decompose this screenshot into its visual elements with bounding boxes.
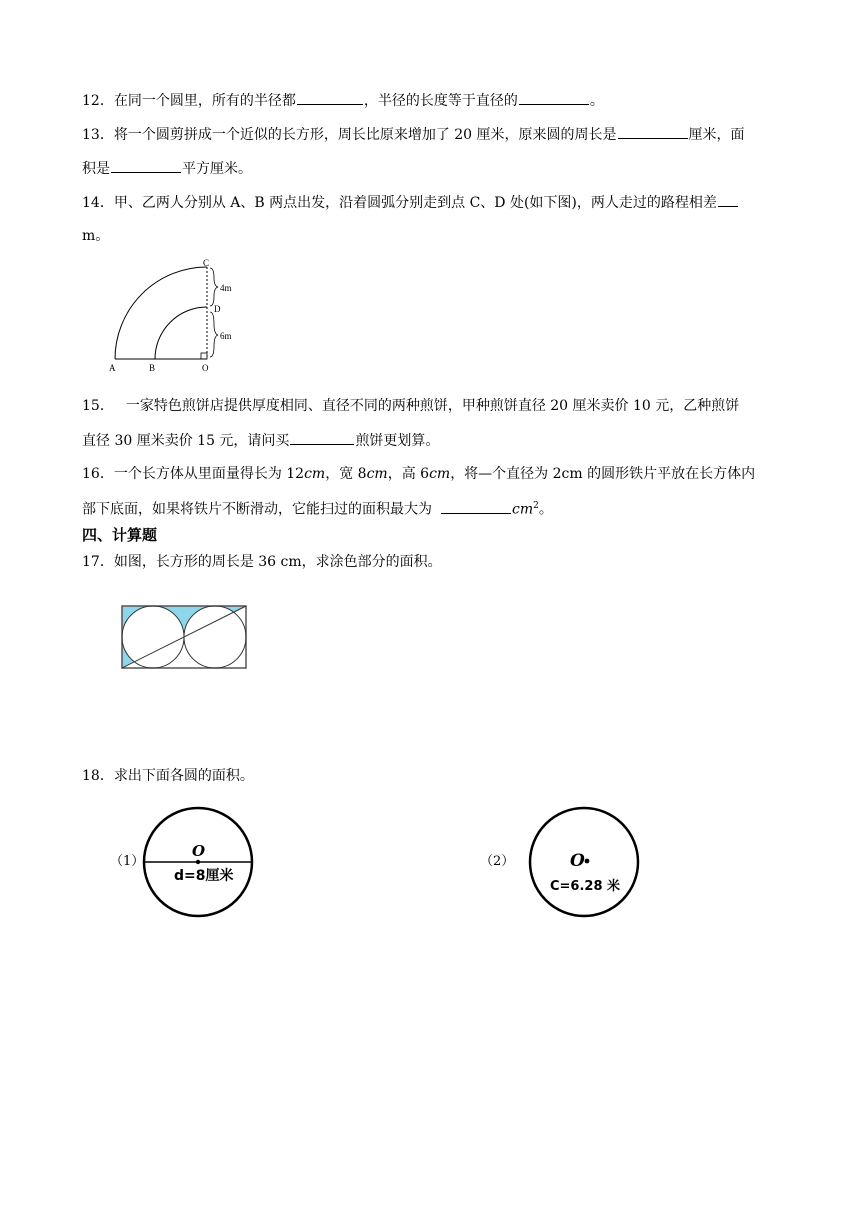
label-6m: 6m [220,331,232,341]
outer-arc [115,267,207,359]
question-text: 。 [589,93,604,109]
question-text: m。 [82,228,110,244]
question-text: 一个长方体从里面量得长为 12 [113,466,305,482]
section-title: 四、计算题 [82,526,158,544]
figure-2-label: （2） [480,854,515,869]
circumference-label: C=6.28 米 [550,879,621,894]
question-16-line-2 [82,496,553,520]
question-13-line-2 [82,158,252,179]
question-15-line-1 [82,396,739,416]
question-number: 16． [82,466,114,482]
question-text: 直径 30 厘米卖价 15 元，请问买 [82,433,290,449]
question-15-line-2 [82,430,439,451]
label-o: O [202,363,209,373]
question-number: 14． [82,195,114,211]
arc-path-figure [100,256,260,376]
question-number: 13． [82,127,114,143]
label-b: B [149,363,156,373]
brace-4m [210,268,218,306]
question-18 [82,766,254,786]
question-text: 。 [538,501,553,518]
question-text: ，将—个直径为 2cm 的圆形铁片平放在长方体内 [450,466,756,482]
answer-blank[interactable] [290,430,354,445]
question-number: 15． [82,398,114,414]
label-d: D [214,304,221,314]
question-number: 18． [82,768,114,784]
answer-blank[interactable] [441,499,511,514]
question-text: ，宽 8 [325,466,367,482]
question-text: 将一个圆剪拼成一个近似的长方形，周长比原来增加了 20 厘米，原来圆的周长是 [113,127,617,143]
center-point [585,859,590,864]
question-text: 积是 [82,161,110,177]
question-16-line-1 [82,464,755,484]
question-number: 12． [82,93,114,109]
question-text: 煎饼更划算。 [355,433,440,449]
question-text: ，高 6 [387,466,430,482]
question-text: 如图，长方形的周长是 36 cm，求涂色部分的面积。 [113,554,442,570]
center-label: O [570,851,585,871]
answer-blank[interactable] [111,158,181,173]
question-17 [82,552,442,572]
unit-cm: cm [512,501,534,518]
unit-cm: cm [429,466,451,482]
answer-blank[interactable] [297,90,363,105]
inner-arc [155,307,207,359]
label-c: C [203,258,210,268]
center-point [196,860,200,864]
question-text: 部下底面，如果将铁片不断滑动，它能扫过的面积最大为 [82,501,432,518]
figure-1-label: （1） [110,854,145,869]
diameter-label: d=8厘米 [174,868,234,884]
question-14-line-1 [82,192,739,213]
answer-blank[interactable] [618,124,688,139]
brace-6m [210,312,218,357]
question-text: 甲、乙两人分别从 A、B 两点出发，沿着圆弧分别走到点 C、D 处(如下图)，两人走过的路程相差 [113,195,717,211]
question-text: 平方厘米。 [182,161,252,177]
right-angle-mark [201,353,207,359]
label-a: A [109,363,116,373]
question-text: ，半径的长度等于直径的 [363,93,518,109]
question-text: 在同一个圆里，所有的半径都 [113,93,296,109]
circle-figure-1 [140,806,266,922]
unit-cm: cm [304,466,326,482]
question-14-line-2 [82,226,109,246]
label-4m: 4m [220,283,232,293]
question-12 [82,90,604,111]
question-13-line-1 [82,124,745,145]
rectangle-circles-figure [120,604,250,672]
answer-blank[interactable] [718,192,738,207]
question-number: 17． [82,554,114,570]
center-label: O [192,842,206,860]
question-text: 一家特色煎饼店提供厚度相同、直径不同的两种煎饼，甲种煎饼直径 20 厘米卖价 10 元，乙种煎饼 [125,398,740,414]
answer-blank[interactable] [519,90,589,105]
unit-exponent: 2 [533,501,539,511]
circle-figure-2 [526,806,646,922]
question-text: 厘米，面 [688,127,745,143]
unit-cm: cm [366,466,388,482]
question-text: 求出下面各圆的面积。 [113,768,254,784]
